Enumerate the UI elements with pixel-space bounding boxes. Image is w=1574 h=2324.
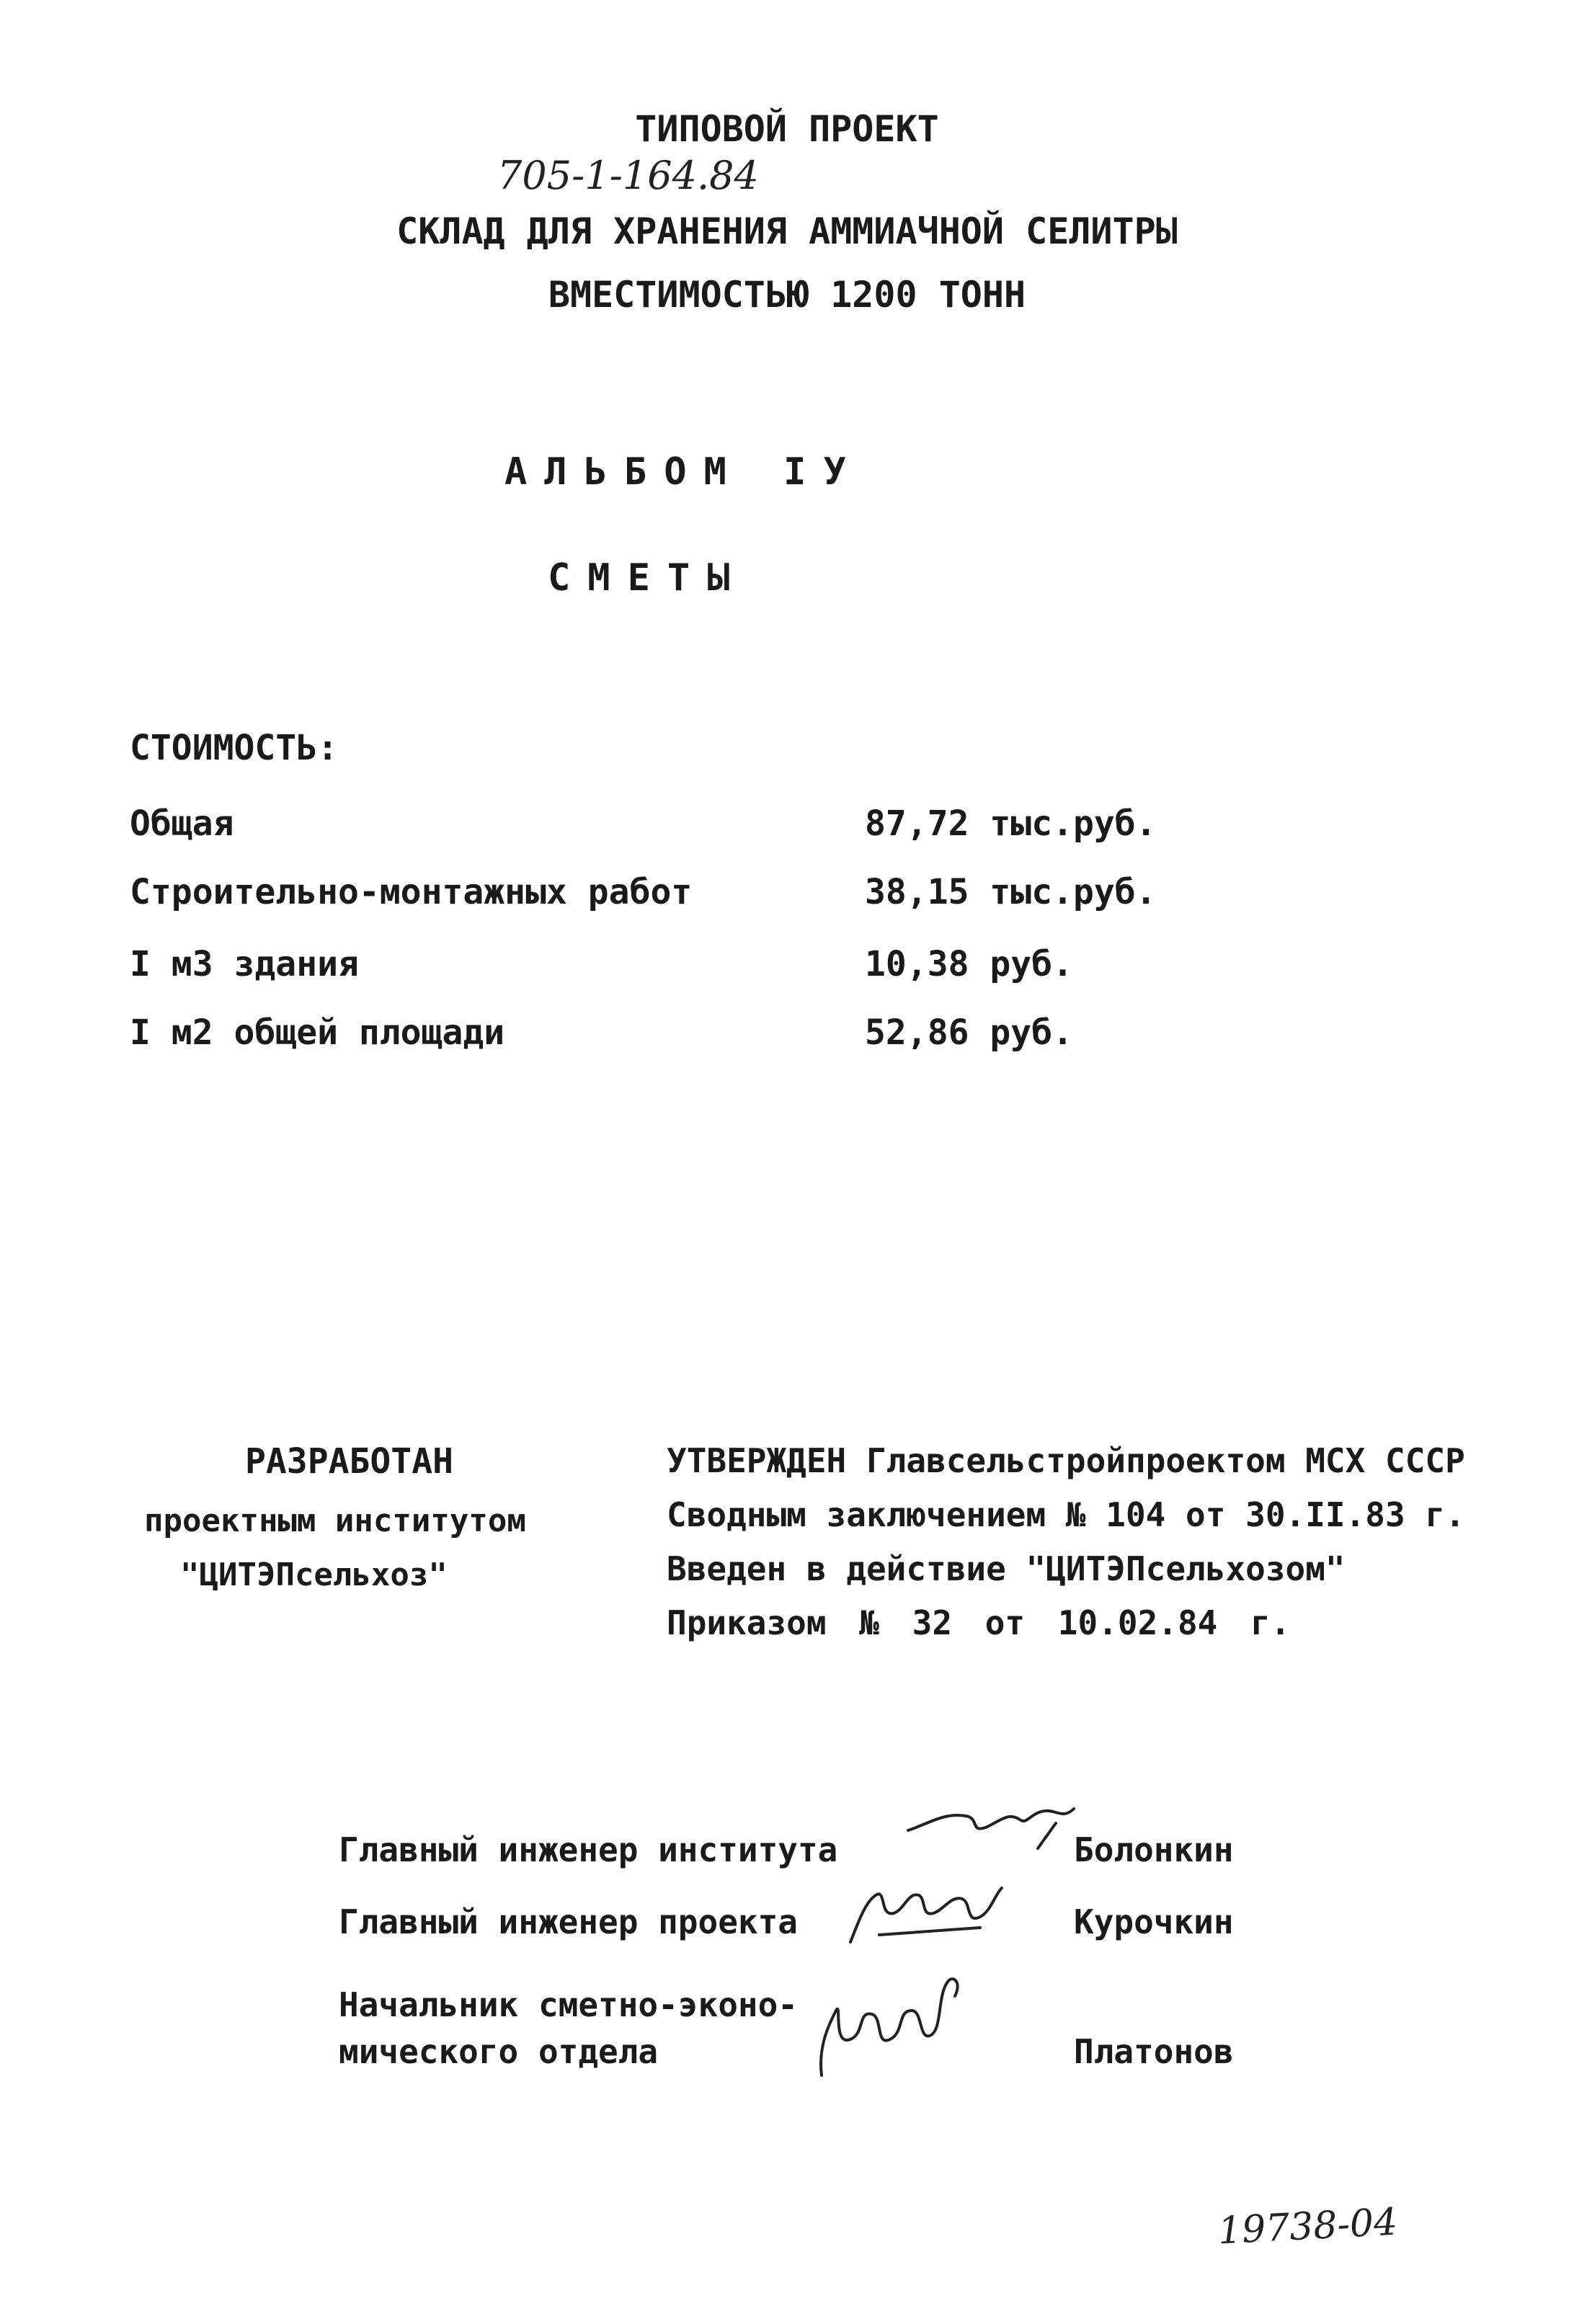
cost-row-label: I м2 общей площади bbox=[130, 1012, 505, 1053]
signature-name: Курочкин bbox=[1074, 1902, 1234, 1941]
approved-line-1: УТВЕРЖДЕН Главсельстройпроектом МСХ СССР bbox=[667, 1441, 1465, 1480]
developed-title: РАЗРАБОТАН bbox=[245, 1441, 453, 1482]
cost-row-label: Общая bbox=[130, 803, 234, 844]
cost-heading: СТОИМОСТЬ: bbox=[130, 728, 338, 768]
signature-role-head-dept-cont: мического отдела bbox=[339, 2032, 659, 2071]
signature-role-chief-engineer-project: Главный инженер проекта bbox=[339, 1902, 798, 1941]
approved-line-4: Приказом № 32 от 10.02.84 г. bbox=[667, 1603, 1291, 1642]
cost-row-label: I м3 здания bbox=[130, 944, 359, 984]
signature-mark bbox=[836, 1874, 1009, 1953]
album-subtitle: СМЕТЫ bbox=[548, 556, 747, 600]
developed-institute: проектным институтом bbox=[144, 1502, 526, 1539]
cost-row-value: 10,38 руб. bbox=[865, 944, 1073, 984]
developed-name: "ЦИТЭПсельхоз" bbox=[180, 1557, 448, 1593]
cost-row-value: 52,86 руб. bbox=[865, 1012, 1073, 1053]
project-number: 705-1-164.84 bbox=[497, 153, 759, 198]
cost-row-value: 38,15 тыс.руб. bbox=[865, 872, 1157, 912]
signature-name: Платонов bbox=[1074, 2032, 1234, 2071]
signature-role-head-dept: Начальник сметно-эконо- bbox=[339, 1985, 798, 2024]
signature-role-chief-engineer-institute: Главный инженер института bbox=[339, 1830, 838, 1869]
header-line-warehouse: СКЛАД ДЛЯ ХРАНЕНИЯ АММИАЧНОЙ СЕЛИТРЫ bbox=[396, 210, 1178, 252]
approved-line-2: Сводным заключением № 104 от 30.II.83 г. bbox=[667, 1495, 1465, 1534]
signature-mark bbox=[800, 1967, 973, 2083]
cost-row-label: Строительно-монтажных работ bbox=[130, 872, 693, 912]
archive-number: 19738-04 bbox=[1217, 2200, 1399, 2253]
signature-mark bbox=[901, 1791, 1088, 1856]
signature-name: Болонкин bbox=[1074, 1830, 1234, 1869]
album-label: АЛЬБОМ IУ bbox=[504, 450, 863, 494]
cost-row-value: 87,72 тыс.руб. bbox=[865, 803, 1157, 844]
header-line-capacity: ВМЕСТИМОСТЬЮ 1200 ТОНН bbox=[548, 274, 1026, 316]
header-line-typical-project: ТИПОВОЙ ПРОЕКТ bbox=[635, 108, 939, 150]
approved-line-3: Введен в действие "ЦИТЭПсельхозом" bbox=[667, 1549, 1346, 1588]
